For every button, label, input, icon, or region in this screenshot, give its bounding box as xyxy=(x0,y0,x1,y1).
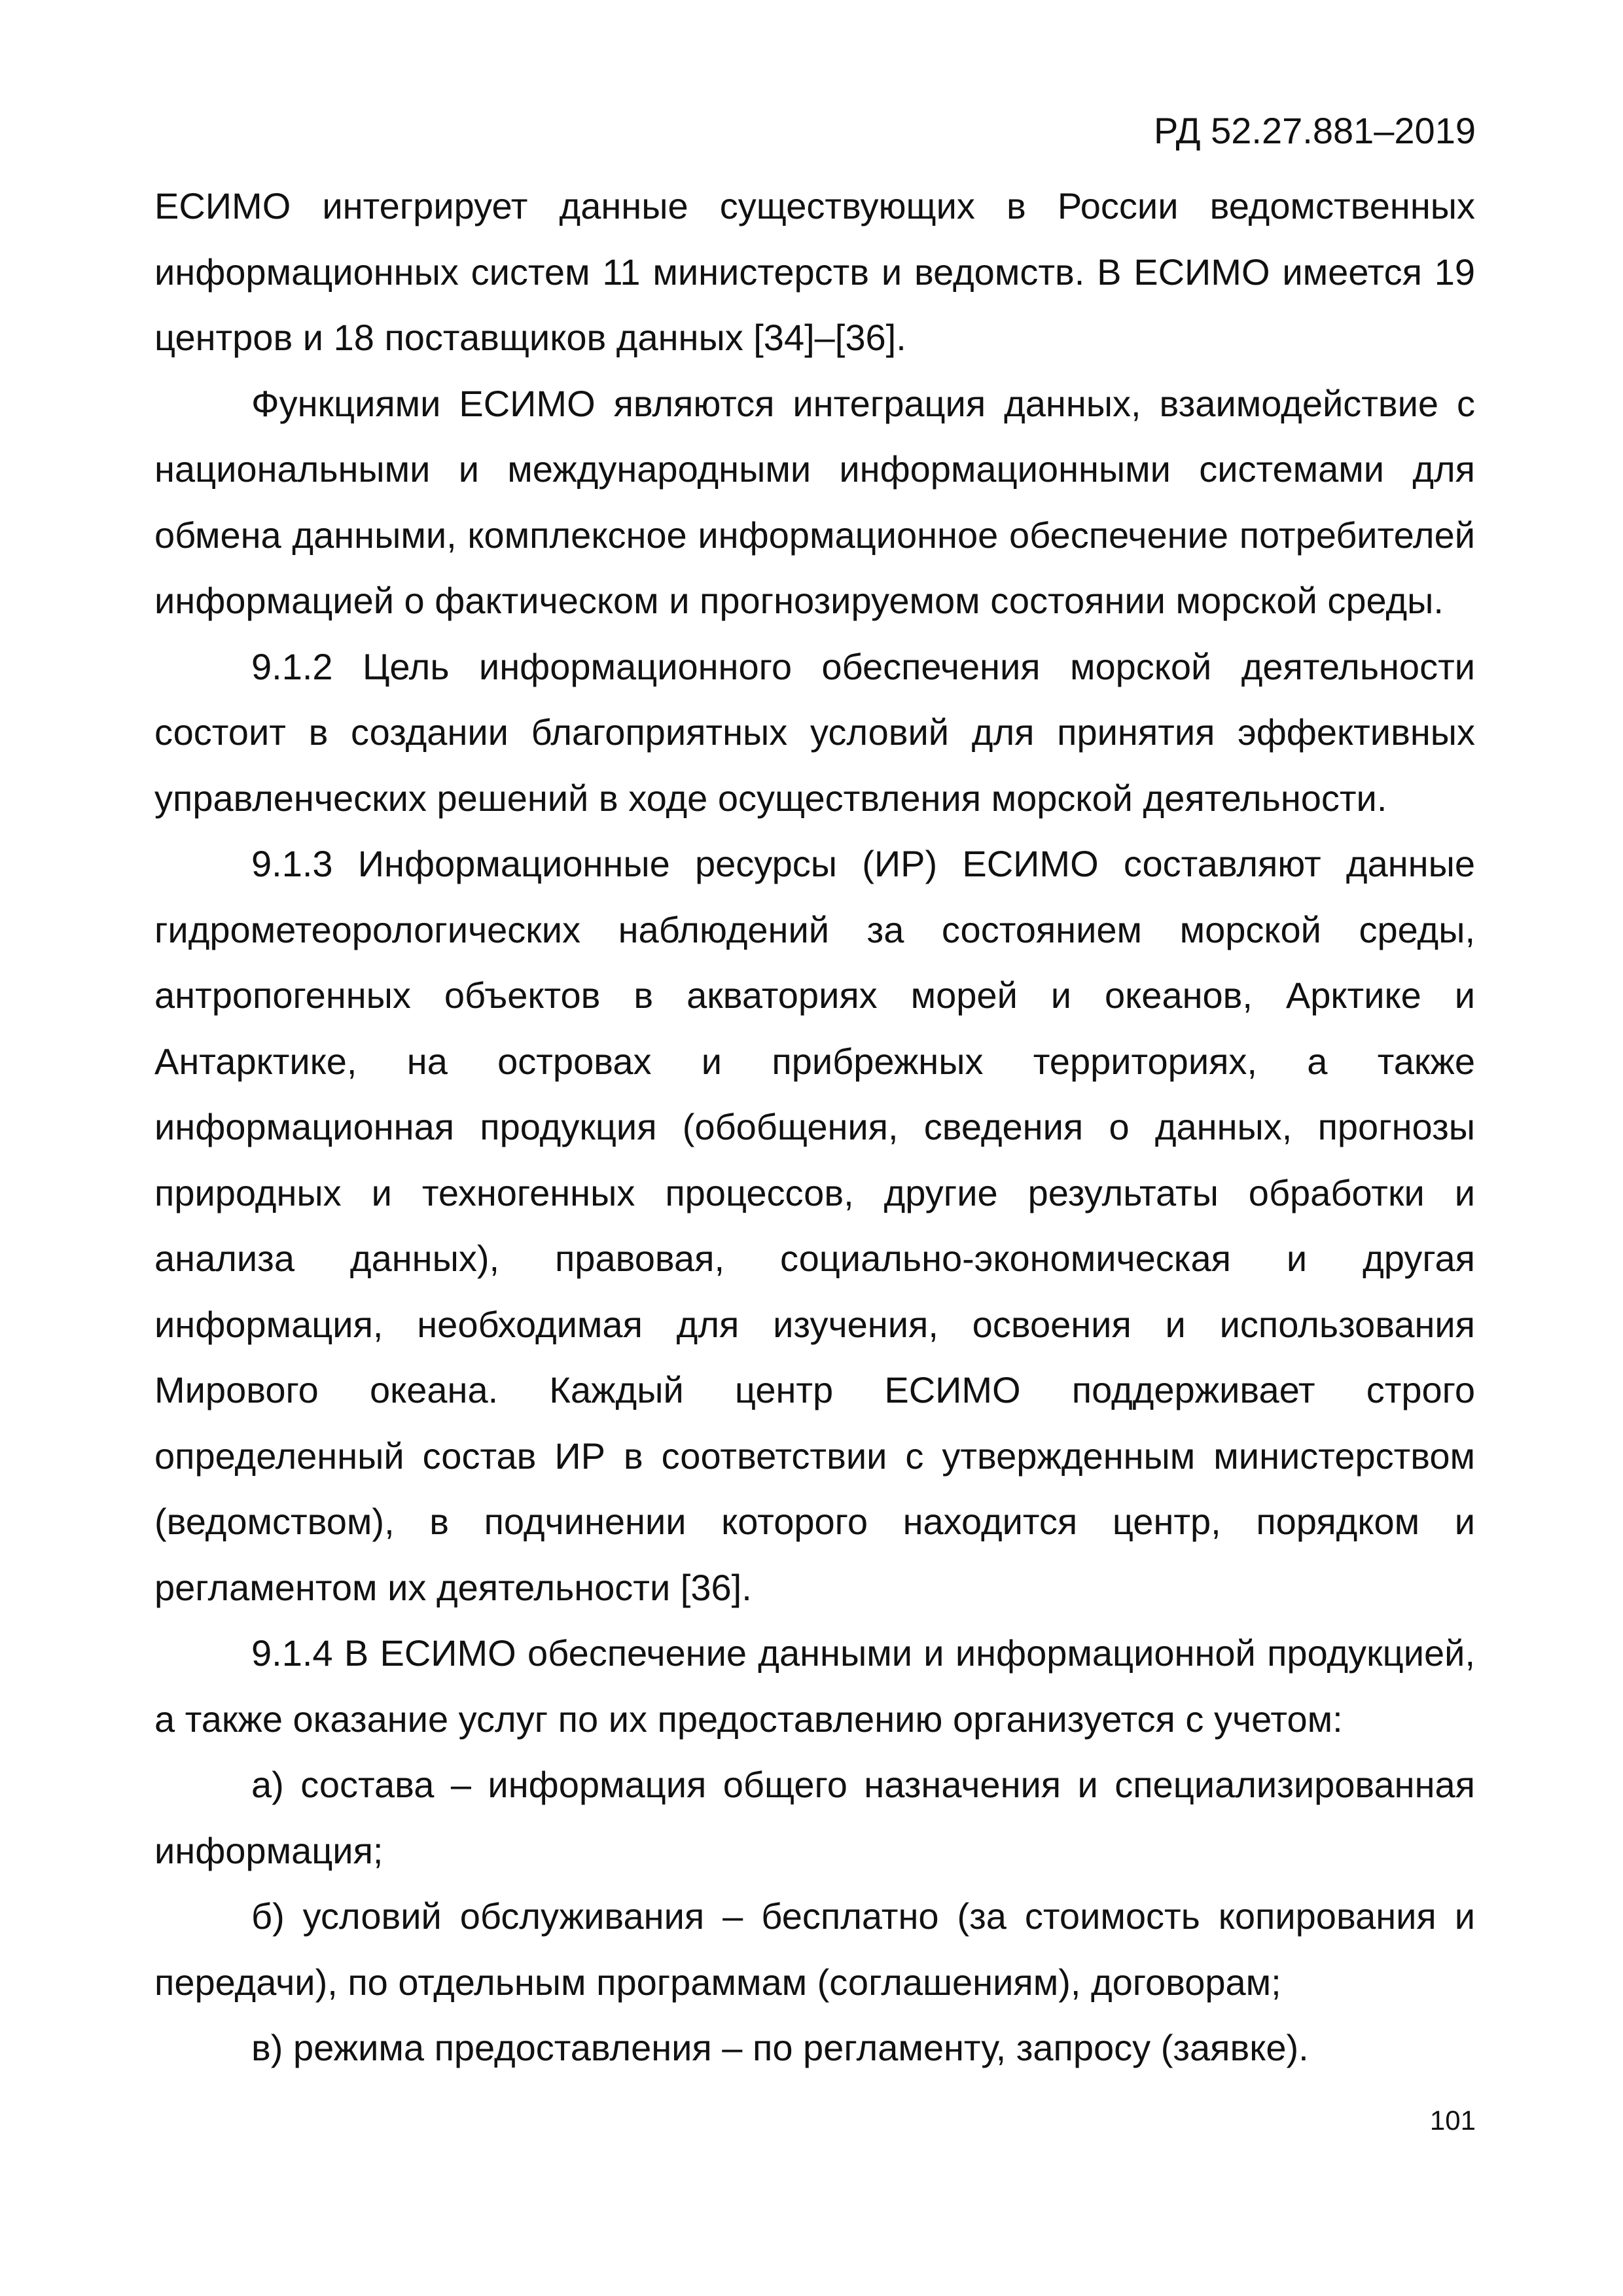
list-item-v: в) режима предоставления – по регламенту, запросу (заявке). xyxy=(251,2027,1309,2068)
body-text xyxy=(154,173,1475,2081)
list-item-b: б) условий обслуживания – бесплатно (за стоимость копирования и передачи), по отдельным программам (соглашениям), договорам; xyxy=(154,1895,1475,2003)
paragraph-9-1-2: 9.1.2 Цель информационного обеспечения морской деятельности состоит в создании благоприятных условий для принятия эффективных управленческих решений в ходе осуществления морской деятельности. xyxy=(154,645,1475,819)
page-number: 101 xyxy=(1429,2105,1476,2136)
paragraph-9-1-3: 9.1.3 Информационные ресурсы (ИР) ЕСИМО составляют данные гидрометеорологических наблюдений за состоянием морской среды, антропогенных объектов в акваториях морей и океанов, Арктике и Антарктике, на островах и прибрежных территориях, а также информационная продукция (обобщения, сведения о данных, прогнозы природных и техногенных процессов, другие результаты обработки и анализа данных), правовая, социально-экономическая и другая информация, необходимая для изучения, освоения и использования Мирового океана. Каждый центр ЕСИМО поддерживает строго определенный состав ИР в соответствии с утвержденным министерством (ведомством), в подчинении которого находится центр, порядком и регламентом их деятельности [36]. xyxy=(154,843,1475,1608)
paragraph-esimo-integration: ЕСИМО интегрирует данные существующих в России ведомственных информационных систем 11 министерств и ведомств. В ЕСИМО имеется 19 центров и 18 поставщиков данных [34]–[36]. xyxy=(154,185,1475,358)
paragraph-9-1-4: 9.1.4 В ЕСИМО обеспечение данными и информационной продукцией, а также оказание услуг по их предоставлению организуется с учетом: xyxy=(154,1632,1475,1740)
list-item-a: а) состава – информация общего назначения и специализированная информация; xyxy=(154,1764,1475,1871)
document-code-header: РД 52.27.881–2019 xyxy=(1154,110,1476,151)
paragraph-esimo-functions: Функциями ЕСИМО являются интеграция данных, взаимодействие с национальными и международными информационными системами для обмена данными, комплексное информационное обеспечение потребителей информацией о фактическом и прогнозируемом состоянии морской среды. xyxy=(154,382,1475,621)
